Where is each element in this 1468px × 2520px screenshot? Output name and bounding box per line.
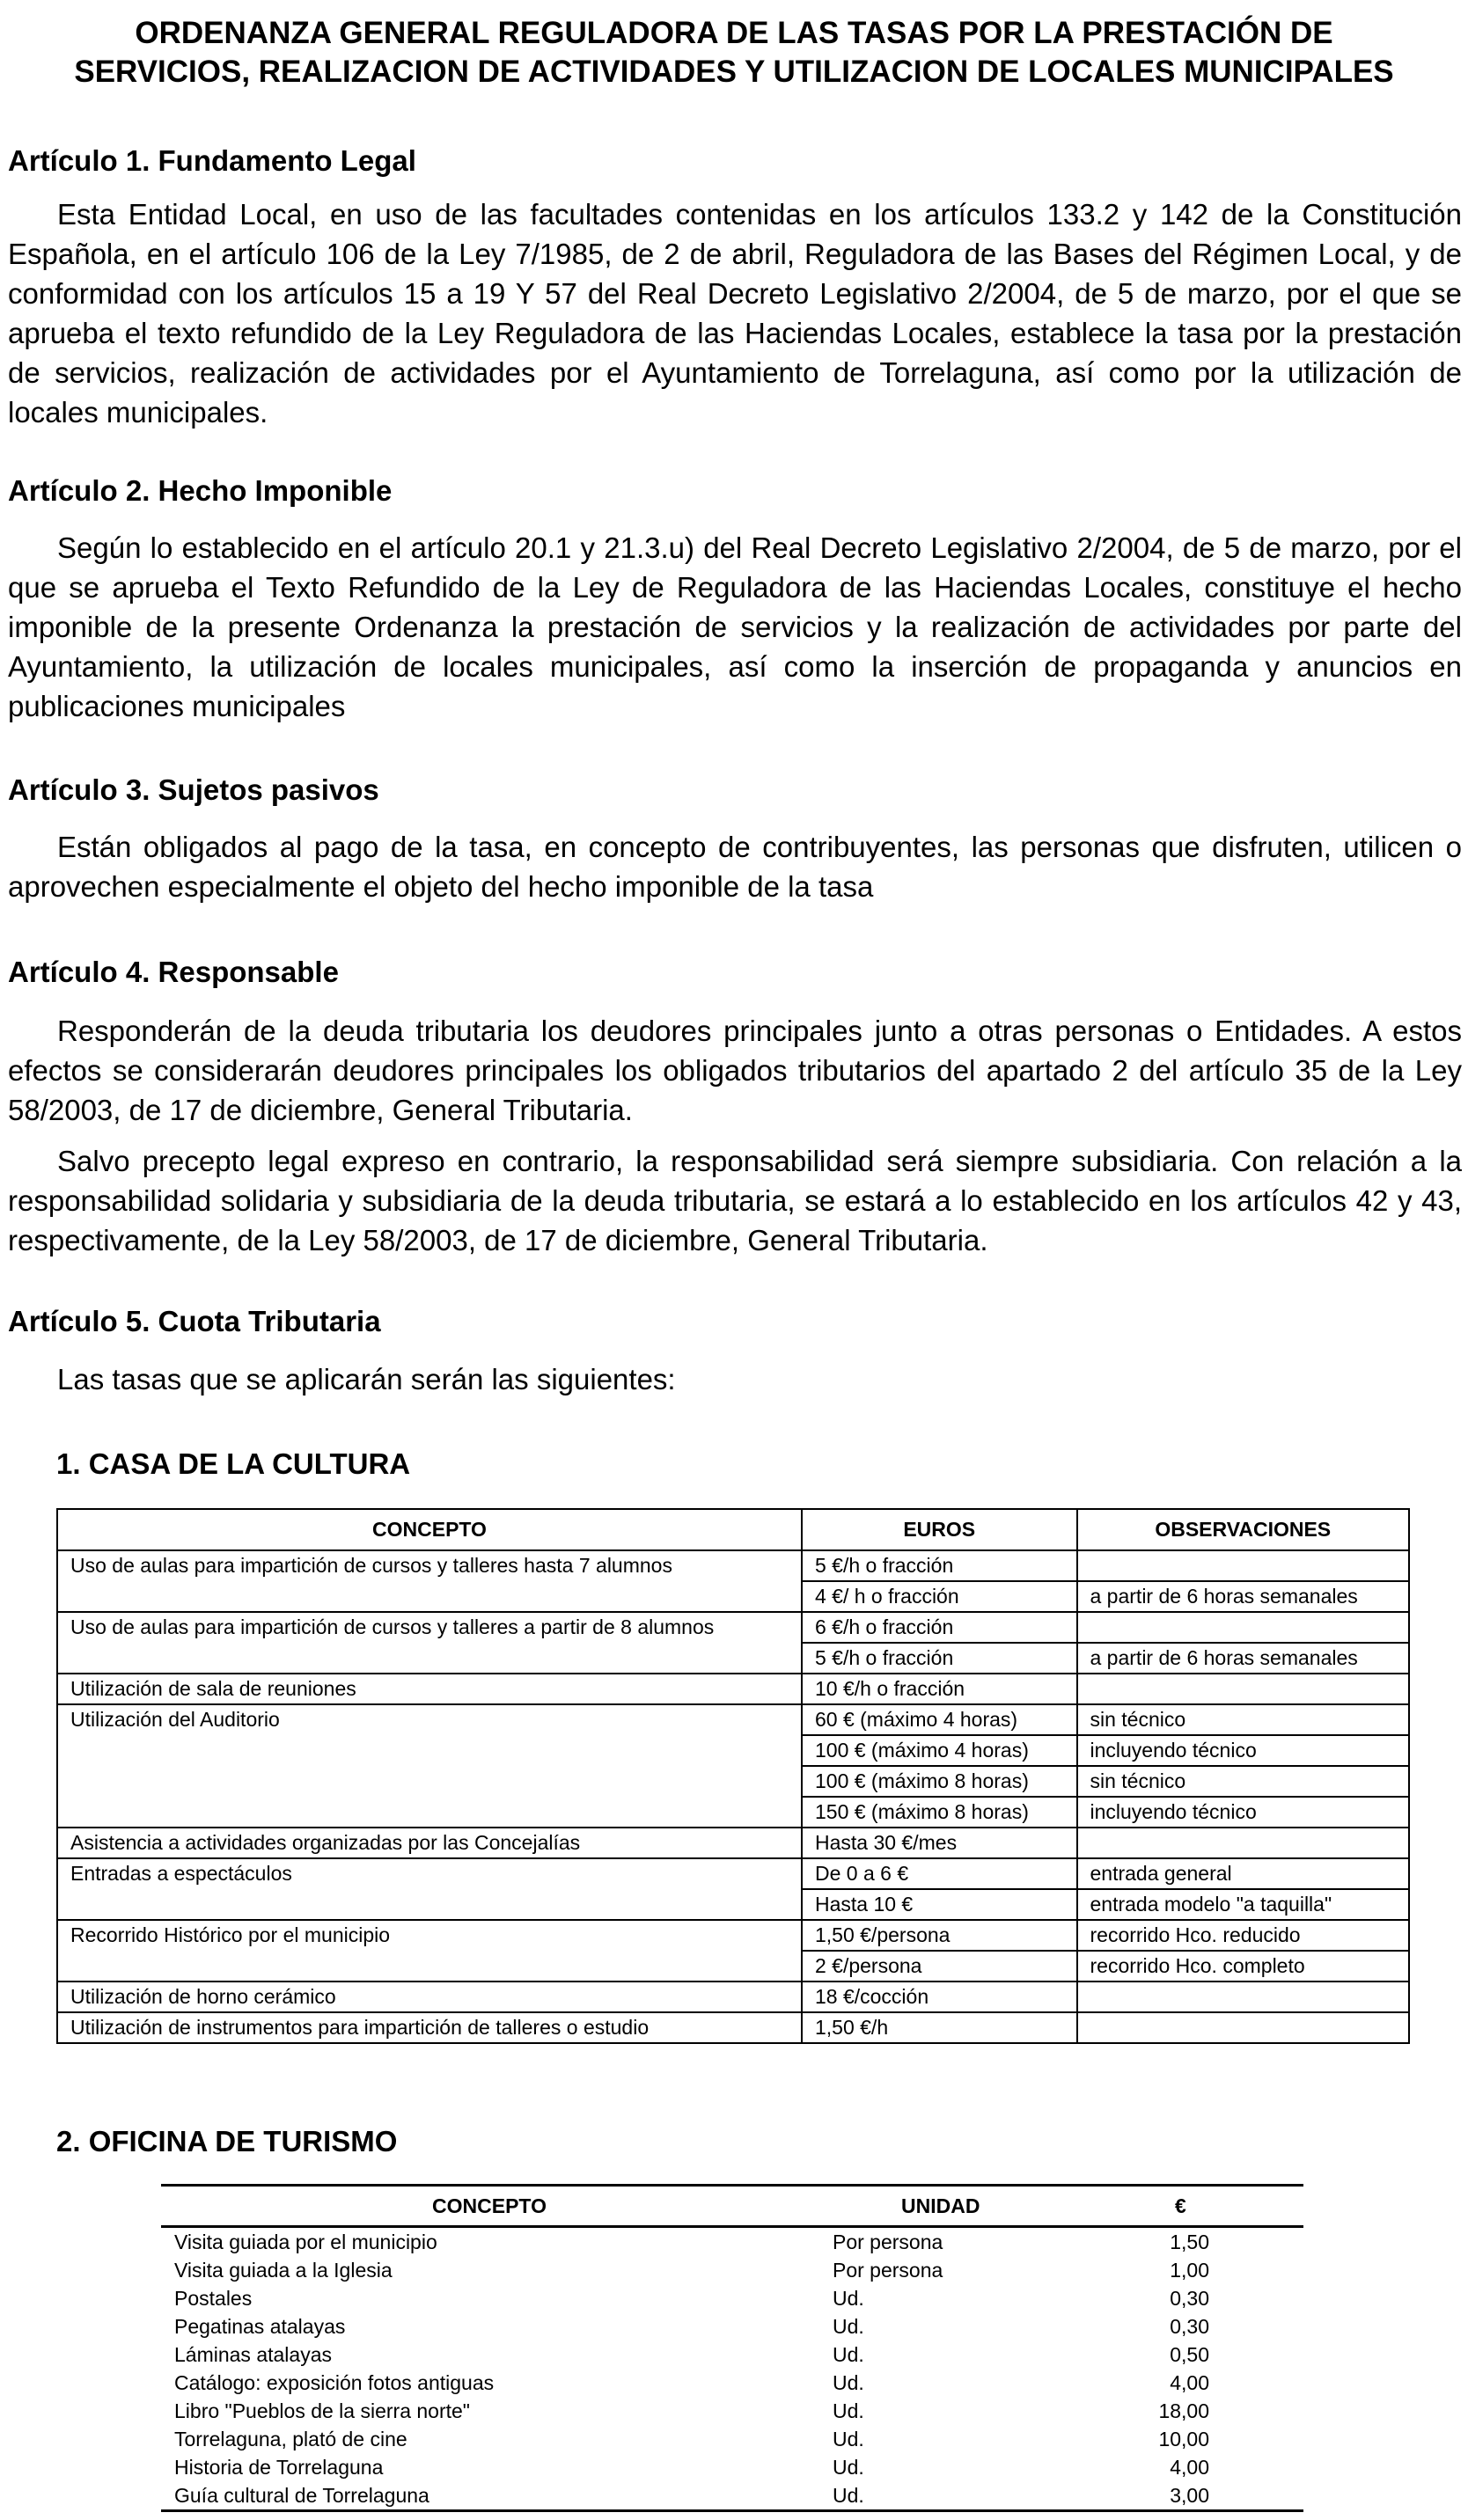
observaciones-cell: sin técnico bbox=[1077, 1766, 1410, 1797]
concepto-cell: Visita guiada a la Iglesia bbox=[174, 2259, 393, 2282]
concepto-cell: Uso de aulas para impartición de cursos y talleres a partir de 8 alumnos bbox=[57, 1612, 802, 1674]
observaciones-cell: a partir de 6 horas semanales bbox=[1077, 1581, 1410, 1612]
table-row bbox=[57, 1828, 1409, 1858]
observaciones-cell: entrada modelo "a taquilla" bbox=[1077, 1889, 1410, 1920]
table-row bbox=[161, 2481, 1303, 2511]
column-header: EUROS bbox=[802, 1509, 1077, 1550]
table-row bbox=[57, 1612, 1409, 1643]
observaciones-cell: sin técnico bbox=[1077, 1704, 1410, 1735]
document-title bbox=[0, 14, 1468, 92]
euros-cell: De 0 a 6 € bbox=[802, 1858, 1077, 1889]
unidad-cell: Ud. bbox=[833, 2371, 864, 2394]
observaciones-cell: recorrido Hco. completo bbox=[1077, 1951, 1410, 1982]
precio-cell: 1,50 bbox=[1170, 2231, 1209, 2253]
observaciones-cell bbox=[1077, 2012, 1410, 2043]
article-3-paragraph: Están obligados al pago de la tasa, en concepto de contribuyentes, las personas que disfruten, utilicen o aprovechen especialmente el objeto del hecho imponible de la tasa bbox=[8, 831, 1462, 903]
article-4-paragraph: Salvo precepto legal expreso en contrario, la responsabilidad será siempre subsidiaria. Con relación a la responsabilidad solidaria y subsidiaria de la deuda tributaria, se estará a lo establecido en los artículos 42 y 43, respectivamente, de la Ley 58/2003, de 17 de diciembre, General Tributaria. bbox=[8, 1145, 1462, 1256]
concepto-cell: Láminas atalayas bbox=[174, 2343, 332, 2366]
casa-cultura-table bbox=[56, 1508, 1410, 2044]
concepto-cell: Postales bbox=[174, 2287, 253, 2310]
precio-cell: 18,00 bbox=[1158, 2399, 1209, 2422]
table-row bbox=[161, 2425, 1303, 2453]
euros-cell: Hasta 10 € bbox=[802, 1889, 1077, 1920]
table-row bbox=[57, 1858, 1409, 1889]
unidad-cell: Por persona bbox=[833, 2231, 943, 2253]
precio-cell: 3,00 bbox=[1170, 2484, 1209, 2507]
table-row bbox=[161, 2341, 1303, 2369]
title-line: ORDENANZA GENERAL REGULADORA DE LAS TASAS POR LA PRESTACIÓN DE bbox=[135, 16, 1333, 50]
euros-cell: Hasta 30 €/mes bbox=[802, 1828, 1077, 1858]
observaciones-cell: a partir de 6 horas semanales bbox=[1077, 1643, 1410, 1674]
unidad-cell: Ud. bbox=[833, 2428, 864, 2450]
observaciones-cell: recorrido Hco. reducido bbox=[1077, 1920, 1410, 1951]
euros-cell: 2 €/persona bbox=[802, 1951, 1077, 1982]
unidad-cell: Ud. bbox=[833, 2484, 864, 2507]
column-header: CONCEPTO bbox=[57, 1509, 802, 1550]
concepto-cell: Uso de aulas para impartición de cursos y talleres hasta 7 alumnos bbox=[57, 1550, 802, 1612]
concepto-cell: Utilización de sala de reuniones bbox=[57, 1674, 802, 1704]
euros-cell: 100 € (máximo 8 horas) bbox=[802, 1766, 1077, 1797]
article-5-heading: Artículo 5. Cuota Tributaria bbox=[8, 1305, 381, 1337]
column-header: € bbox=[1062, 2186, 1303, 2227]
article-1-paragraph: Esta Entidad Local, en uso de las facultades contenidas en los artículos 133.2 y 142 de la Constitución Española, en el artículo 106 de la Ley 7/1985, de 2 de abril, Reguladora de las Bases del Régimen Local, y de conformidad con los artículos 15 a 19 Y 57 del Real Decreto Legislativo 2/2004, de 5 de marzo, por el que se aprueba el texto refundido de la Ley Reguladora de las Haciendas Locales, establece la tasa por la prestación de servicios, realización de actividades por el Ayuntamiento de Torrelaguna, así como por la utilización de locales municipales. bbox=[8, 198, 1462, 429]
table-row bbox=[57, 1550, 1409, 1581]
precio-cell: 1,00 bbox=[1170, 2259, 1209, 2282]
euros-cell: 4 €/ h o fracción bbox=[802, 1581, 1077, 1612]
table-row bbox=[57, 1920, 1409, 1951]
euros-cell: 100 € (máximo 4 horas) bbox=[802, 1735, 1077, 1766]
table-row bbox=[57, 1674, 1409, 1704]
article-4-paragraph: Responderán de la deuda tributaria los deudores principales junto a otras personas o Entidades. A estos efectos se considerarán deudores principales los obligados tributarios del apartado 2 del artículo 35 de la Ley 58/2003, de 17 de diciembre, General Tributaria. bbox=[8, 1015, 1462, 1126]
table-row bbox=[161, 2369, 1303, 2397]
euros-cell: 6 €/h o fracción bbox=[802, 1612, 1077, 1643]
precio-cell: 0,30 bbox=[1170, 2315, 1209, 2338]
table-row bbox=[57, 2012, 1409, 2043]
concepto-cell: Libro "Pueblos de la sierra norte" bbox=[174, 2399, 470, 2422]
article-3-heading: Artículo 3. Sujetos pasivos bbox=[8, 773, 379, 806]
observaciones-cell bbox=[1077, 1982, 1410, 2012]
observaciones-cell: incluyendo técnico bbox=[1077, 1735, 1410, 1766]
column-header: CONCEPTO bbox=[161, 2186, 818, 2227]
table-row bbox=[161, 2312, 1303, 2341]
precio-cell: 10,00 bbox=[1158, 2428, 1209, 2450]
concepto-cell: Visita guiada por el municipio bbox=[174, 2231, 437, 2253]
unidad-cell: Ud. bbox=[833, 2456, 864, 2479]
casa-cultura-heading: 1. CASA DE LA CULTURA bbox=[56, 1447, 411, 1480]
observaciones-cell bbox=[1077, 1612, 1410, 1643]
precio-cell: 0,50 bbox=[1170, 2343, 1209, 2366]
precio-cell: 4,00 bbox=[1170, 2371, 1209, 2394]
observaciones-cell: incluyendo técnico bbox=[1077, 1797, 1410, 1828]
euros-cell: 5 €/h o fracción bbox=[802, 1643, 1077, 1674]
observaciones-cell bbox=[1077, 1550, 1410, 1581]
article-4-heading: Artículo 4. Responsable bbox=[8, 956, 339, 988]
table-row bbox=[161, 2227, 1303, 2257]
unidad-cell: Ud. bbox=[833, 2343, 864, 2366]
concepto-cell: Pegatinas atalayas bbox=[174, 2315, 346, 2338]
unidad-cell: Ud. bbox=[833, 2315, 864, 2338]
oficina-turismo-heading: 2. OFICINA DE TURISMO bbox=[56, 2125, 398, 2157]
table-row bbox=[57, 1704, 1409, 1735]
unidad-cell: Por persona bbox=[833, 2259, 943, 2282]
precio-cell: 0,30 bbox=[1170, 2287, 1209, 2310]
concepto-cell: Utilización de instrumentos para impartición de talleres o estudio bbox=[57, 2012, 802, 2043]
concepto-cell: Asistencia a actividades organizadas por las Concejalías bbox=[57, 1828, 802, 1858]
unidad-cell: Ud. bbox=[833, 2287, 864, 2310]
concepto-cell: Entradas a espectáculos bbox=[57, 1858, 802, 1920]
concepto-cell: Guía cultural de Torrelaguna bbox=[174, 2484, 429, 2507]
concepto-cell: Catálogo: exposición fotos antiguas bbox=[174, 2371, 495, 2394]
observaciones-cell bbox=[1077, 1828, 1410, 1858]
article-5-paragraph: Las tasas que se aplicarán serán las siguientes: bbox=[57, 1363, 676, 1396]
euros-cell: 1,50 €/h bbox=[802, 2012, 1077, 2043]
column-header: UNIDAD bbox=[818, 2186, 1062, 2227]
observaciones-cell: entrada general bbox=[1077, 1858, 1410, 1889]
title-line: SERVICIOS, REALIZACION DE ACTIVIDADES Y UTILIZACION DE LOCALES MUNICIPALES bbox=[74, 55, 1394, 89]
observaciones-cell bbox=[1077, 1674, 1410, 1704]
precio-cell: 4,00 bbox=[1170, 2456, 1209, 2479]
table-row bbox=[161, 2284, 1303, 2312]
euros-cell: 18 €/cocción bbox=[802, 1982, 1077, 2012]
table-row bbox=[161, 2453, 1303, 2481]
unidad-cell: Ud. bbox=[833, 2399, 864, 2422]
concepto-cell: Utilización de horno cerámico bbox=[57, 1982, 802, 2012]
column-header: OBSERVACIONES bbox=[1077, 1509, 1410, 1550]
concepto-cell: Torrelaguna, plató de cine bbox=[174, 2428, 407, 2450]
article-2-paragraph: Según lo establecido en el artículo 20.1 y 21.3.u) del Real Decreto Legislativo 2/2004, de 5 de marzo, por el que se aprueba el Texto Refundido de la Ley de Reguladora de las Haciendas Locales, constituye el hecho imponible de la presente Ordenanza la prestación de servicios y la realización de actividades por parte del Ayuntamiento, la utilización de locales municipales, así como la inserción de propaganda y anuncios en publicaciones municipales bbox=[8, 531, 1462, 722]
table-row bbox=[57, 1982, 1409, 2012]
euros-cell: 10 €/h o fracción bbox=[802, 1674, 1077, 1704]
oficina-turismo-table bbox=[161, 2184, 1303, 2512]
euros-cell: 60 € (máximo 4 horas) bbox=[802, 1704, 1077, 1735]
concepto-cell: Recorrido Histórico por el municipio bbox=[57, 1920, 802, 1982]
article-2-heading: Artículo 2. Hecho Imponible bbox=[8, 474, 393, 507]
article-1-heading: Artículo 1. Fundamento Legal bbox=[8, 144, 416, 177]
euros-cell: 1,50 €/persona bbox=[802, 1920, 1077, 1951]
table-row bbox=[161, 2256, 1303, 2284]
euros-cell: 150 € (máximo 8 horas) bbox=[802, 1797, 1077, 1828]
table-row bbox=[161, 2397, 1303, 2425]
euros-cell: 5 €/h o fracción bbox=[802, 1550, 1077, 1581]
concepto-cell: Utilización del Auditorio bbox=[57, 1704, 802, 1828]
concepto-cell: Historia de Torrelaguna bbox=[174, 2456, 384, 2479]
